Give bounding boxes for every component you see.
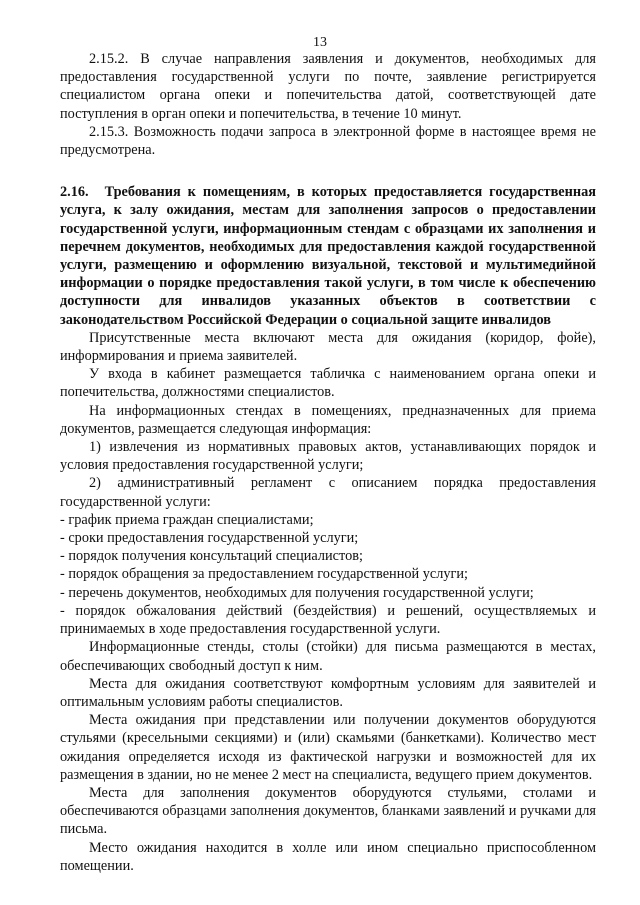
bullet-item: - график приема граждан специалистами; bbox=[60, 511, 314, 528]
section-heading-2-16 bbox=[60, 183, 596, 329]
paragraph: На информационных стендах в помещениях, предназначенных для приема документов, размещается следующая информация: bbox=[60, 402, 596, 437]
paragraph-2-15-3: 2.15.3. Возможность подачи запроса в электронной форме в настоящее время не предусмотрена. bbox=[60, 123, 596, 159]
paragraph: У входа в кабинет размещается табличка с наименованием органа опеки и попечительства, должностями специалистов. bbox=[60, 366, 596, 401]
document-body bbox=[60, 50, 596, 875]
paragraph: Информационные стенды, столы (стойки) для письма размещаются в местах, обеспечивающих свободный доступ к ним. bbox=[60, 639, 596, 674]
bullet-item: - перечень документов, необходимых для получения государственной услуги; bbox=[60, 584, 534, 601]
paragraph: Места для ожидания соответствуют комфортным условиям для заявителей и оптимальным условиям работы специалистов. bbox=[60, 675, 596, 710]
bullet-item: - сроки предоставления государственной услуги; bbox=[60, 530, 359, 547]
list-item: 1) извлечения из нормативных правовых актов, устанавливающих порядок и условия предоставления государственной услуги; bbox=[60, 439, 596, 474]
paragraph: Место ожидания находится в холле или ином специально приспособленном помещении. bbox=[60, 839, 596, 874]
paragraph-2-15-2: 2.15.2. В случае направления заявления и документов, необходимых для предоставления государственной услуги по почте, заявление регистрируется специалистом органа опеки и попечительства датой, соответствующей дате поступления в орган опеки и попечительства, в течение 10 минут. bbox=[60, 51, 596, 122]
page-number: 13 bbox=[313, 35, 327, 50]
list-item: 2) административный регламент с описанием порядка предоставления государственной услуги: bbox=[60, 475, 596, 510]
spacer bbox=[60, 159, 596, 177]
bullet-item: - порядок обращения за предоставлением государственной услуги; bbox=[60, 566, 468, 583]
paragraph: Присутственные места включают места для ожидания (коридор, фойе), информирования и приема заявителей. bbox=[60, 329, 596, 365]
bullet-item: - порядок обжалования действий (бездействия) и решений, осуществляемых и принимаемых в ходе предоставления государственной услуги. bbox=[60, 602, 596, 638]
paragraph: Места для заполнения документов оборудуются стульями, столами и обеспечиваются образцами заполнения документов, бланками заявлений и ручками для письма. bbox=[60, 784, 596, 838]
section-title: Требования к помещениям, в которых предоставляется государственная услуга, к залу ожидания, местам для заполнения запросов о предоставлении государственной услуги, информационным стендам с образцами их заполнения и перечнем документов, необходимых для предоставления каждой государственной услуги, размещению и оформлению визуальной, текстовой и мультимедийной информации о порядке предоставления такой услуги, в том числе к обеспечению доступности для инвалидов указанных объектов в соответствии с законодательством Российской Федерации о социальной защите инвалидов bbox=[60, 184, 596, 328]
section-number: 2.16. bbox=[60, 184, 89, 201]
bullet-item: - порядок получения консультаций специалистов; bbox=[60, 548, 363, 565]
paragraph: Места ожидания при представлении или получении документов оборудуются стульями (кресельными секциями) и (или) скамьями (банкетками). Количество мест ожидания определяется исходя из фактической нагрузки и возможностей для их размещения в здании, но не менее 2 мест на специалиста, ведущего прием документов. bbox=[60, 712, 596, 783]
